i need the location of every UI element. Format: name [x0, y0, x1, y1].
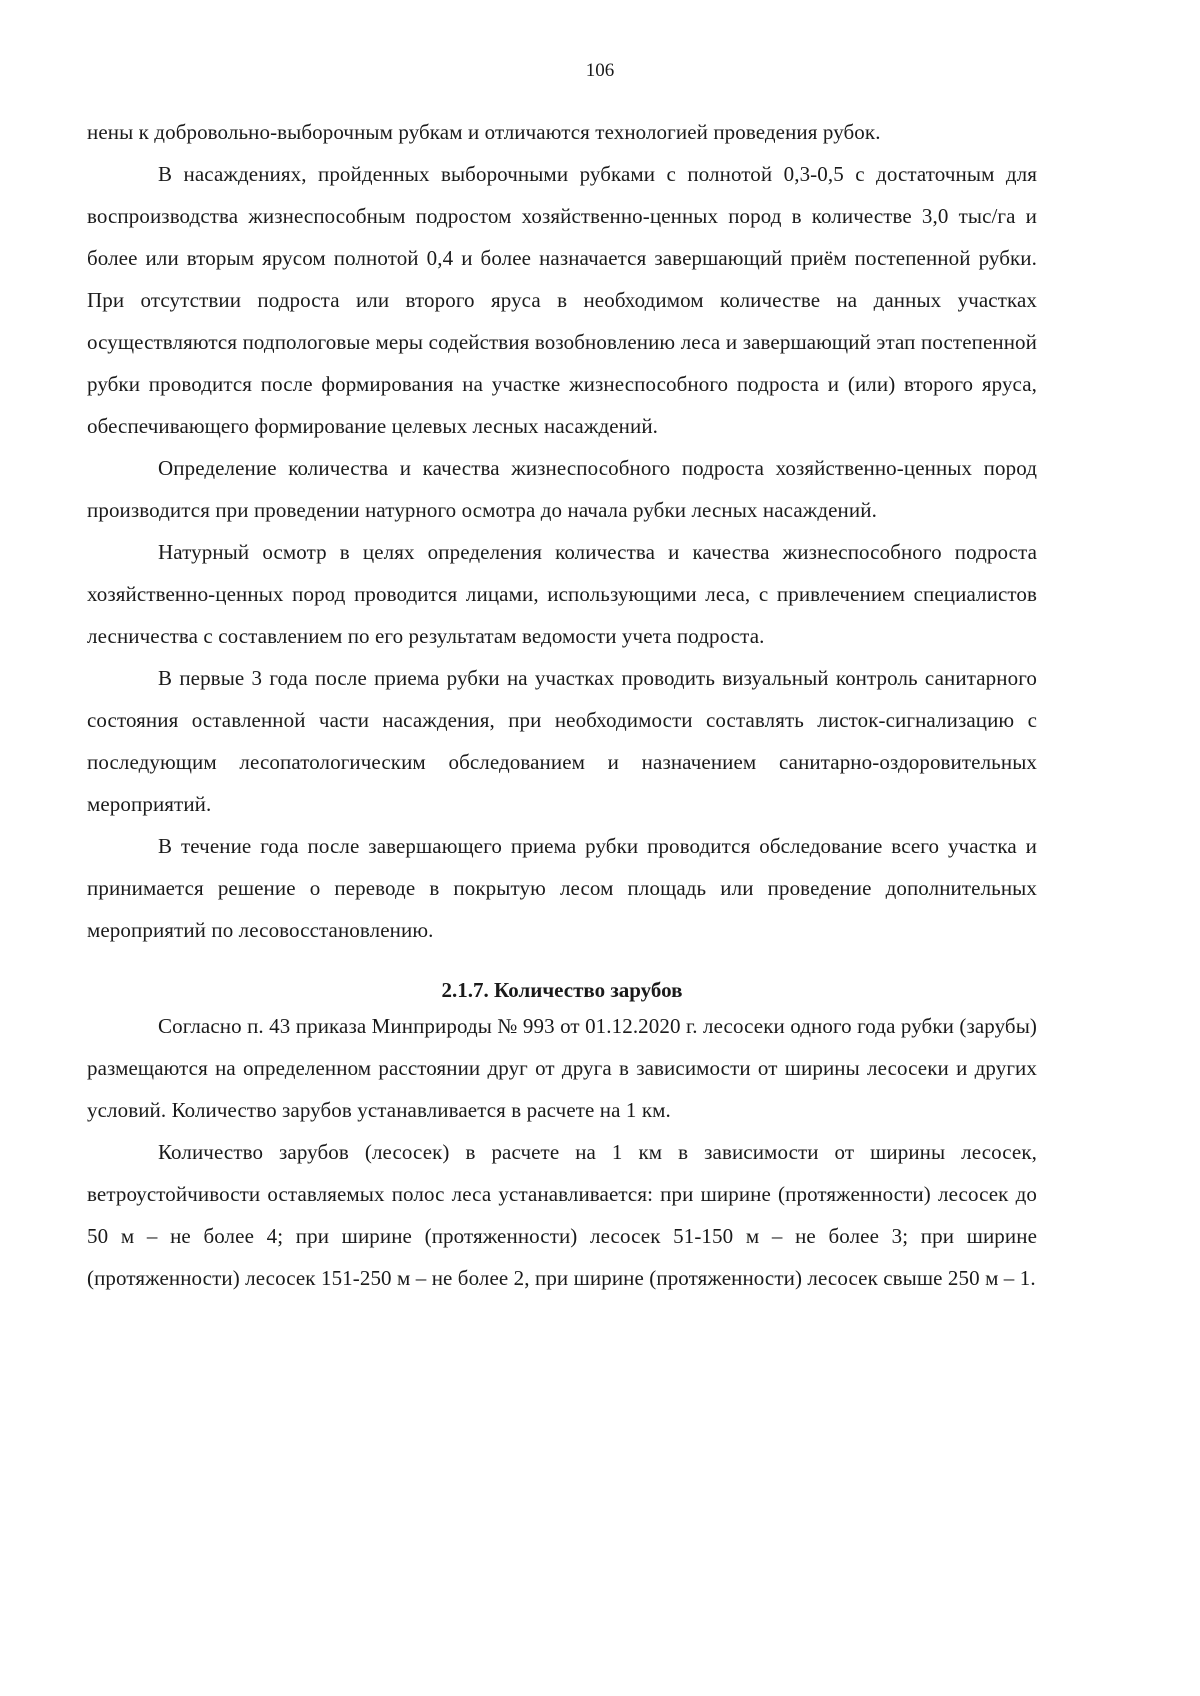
paragraph-site-survey: В течение года после завершающего приема рубки проводится обследование всего участка и принимается решение о переводе в покрытую лесом площадь или проведение дополнительных мероприятий по лесовосстановлению. [87, 834, 1037, 942]
section-heading: 2.1.7. Количество зарубов [441, 978, 683, 1002]
paragraph-cut-quantity: Количество зарубов (лесосек) в расчете на 1 км в зависимости от ширины лесосек, ветроустойчивости оставляемых полос леса устанавливается: при ширине (протяженности) лесосек до 50 м – не более 4; при ширине (протяженности) лесосек 51-150 м – не более 3; при ширине (протяженности) лесосек 151-250 м – не более 2, при ширине (протяженности) лесосек свыше 250 м – 1. [87, 1140, 1037, 1290]
page-number: 106 [585, 60, 615, 81]
paragraph-field-inspection: Натурный осмотр в целях определения количества и качества жизнеспособного подроста хозяйственно-ценных пород проводится лицами, использующими леса, с привлечением специалистов лесничества с составлением по его результатам ведомости учета подроста. [87, 540, 1037, 648]
paragraph-continuation: нены к добровольно-выборочным рубкам и отличаются технологией проведения рубок. [87, 120, 881, 144]
paragraph-selective-cutting: В насаждениях, пройденных выборочными рубками с полнотой 0,3-0,5 с достаточным для воспроизводства жизнеспособным подростом хозяйственно-ценных пород в количестве 3,0 тыс/га и более или вторым ярусом полнотой 0,4 и более назначается завершающий приём постепенной рубки. При отсутствии подроста или второго яруса в необходимом количестве на данных участках осуществляются подпологовые меры содействия возобновлению леса и завершающий этап постепенной рубки проводится после формирования на участке жизнеспособного подроста и (или) второго яруса, обеспечивающего формирование целевых лесных насаждений. [87, 162, 1037, 438]
body-text [87, 111, 1037, 1299]
paragraph-undergrowth-assessment: Определение количества и качества жизнеспособного подроста хозяйственно-ценных пород производится при проведении натурного осмотра до начала рубки лесных насаждений. [87, 456, 1037, 522]
paragraph-order-reference: Согласно п. 43 приказа Минприроды № 993 от 01.12.2020 г. лесосеки одного года рубки (зарубы) размещаются на определенном расстоянии друг от друга в зависимости от ширины лесосеки и других условий. Количество зарубов устанавливается в расчете на 1 км. [87, 1014, 1037, 1122]
paragraph-visual-control: В первые 3 года после приема рубки на участках проводить визуальный контроль санитарного состояния оставленной части насаждения, при необходимости составлять листок-сигнализацию с последующим лесопатологическим обследованием и назначением санитарно-оздоровительных мероприятий. [87, 666, 1037, 816]
